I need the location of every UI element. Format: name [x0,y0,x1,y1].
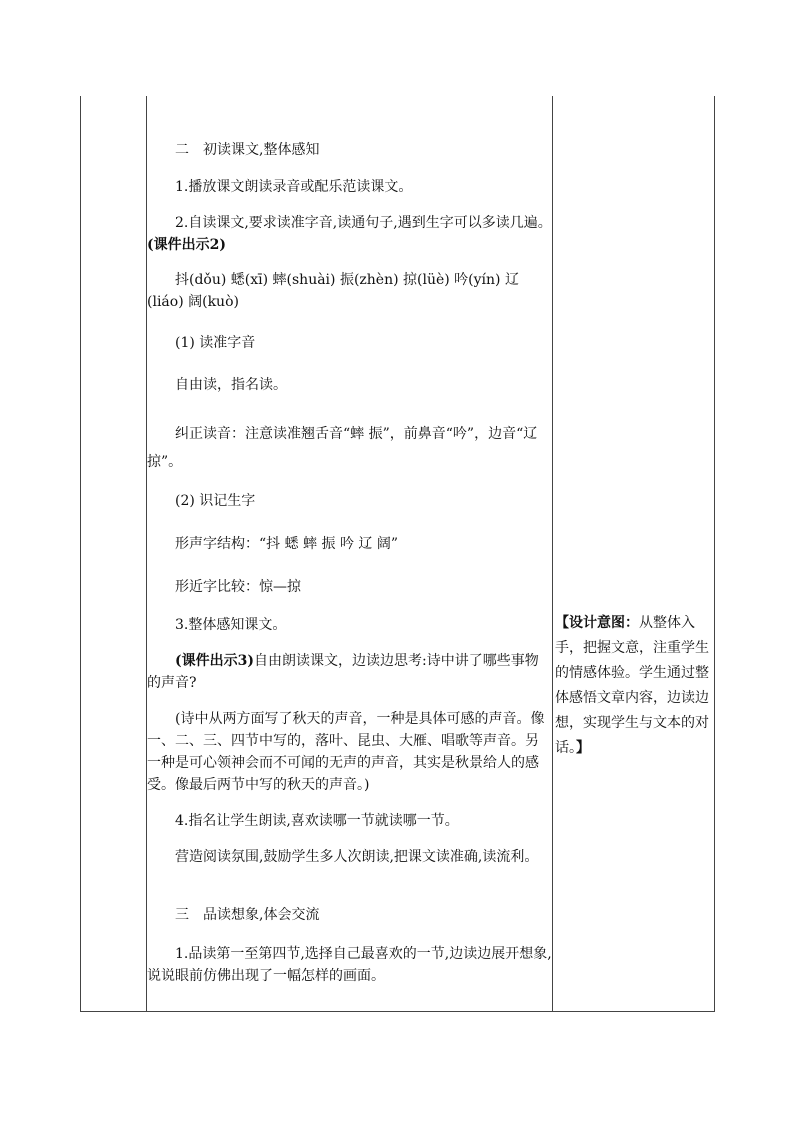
section-2-heading: 二 初读课文,整体感知 [175,142,320,158]
step-3-question [147,650,552,694]
step-3-answer: (诗中从两方面写了秋天的声音，一种是具体可感的声音。像一、二、三、四节中写的，落叶、昆虫、大雁、唱歌等声音。另一种是可心领神会而不可闻的无声的声音，其实是秋景给人的感受。像最后两节中写的秋天的声音。) [147,711,545,793]
step-3-question-text: 自由朗读课文，边读边思考:诗中讲了哪些事物的声音? [147,653,539,691]
sub-1-title: (1) 读准字音 [175,335,256,351]
step-3: 3.整体感知课文。 [175,617,287,633]
step-1: 1.播放课文朗读录音或配乐范读课文。 [175,179,413,195]
step-2-courseware: (课件出示2) [147,237,226,253]
sub-2-a: 形声字结构：“抖 蟋 蟀 振 吟 辽 阔” [175,536,399,552]
table-border-right [714,96,715,1012]
sub-2-title: (2) 识记生字 [175,493,256,509]
design-intent-note [555,611,715,761]
section-3-heading: 三 品读想象,体会交流 [175,907,320,923]
step-2 [147,212,552,256]
design-intent-close: 】 [576,740,590,756]
table-border-left [80,96,81,1012]
sub-1-a: 自由读，指名读。 [175,377,287,393]
section-3-step-1: 1.品读第一至第四节,选择自己最喜欢的一节,边读边展开想象,说说眼前仿佛出现了一幅怎样的画面。 [147,946,552,984]
step-4-b: 营造阅读氛围,鼓励学生多人次朗读,把课文读准确,读流利。 [175,849,539,865]
step-4: 4.指名让学生朗读,喜欢读哪一节就读哪一节。 [175,813,459,829]
design-intent-label: 【设计意图： [555,615,639,631]
pinyin-line: 抖(dǒu) 蟋(xī) 蟀(shuài) 振(zhèn) 掠(lüè) 吟(yín) 辽(liáo) 阔(kuò) [147,272,519,310]
table-border-bottom [80,1011,715,1012]
step-2-text: 2.自读课文,要求读准字音,读通句子,遇到生字可以多读几遍。 [175,215,552,231]
table-border-col2 [552,96,553,1012]
step-3-courseware: (课件出示3) [175,653,254,669]
sub-2-b: 形近字比较：惊—掠 [175,579,301,595]
sub-1-b: 纠正读音：注意读准翘舌音“蟀 振”，前鼻音“吟”，边音“辽 掠”。 [147,426,538,470]
design-intent-text: 从整体入手，把握文意，注重学生的情感体验。学生通过整体感悟文章内容，边读边想，实现学生与文本的对话。 [555,615,709,756]
